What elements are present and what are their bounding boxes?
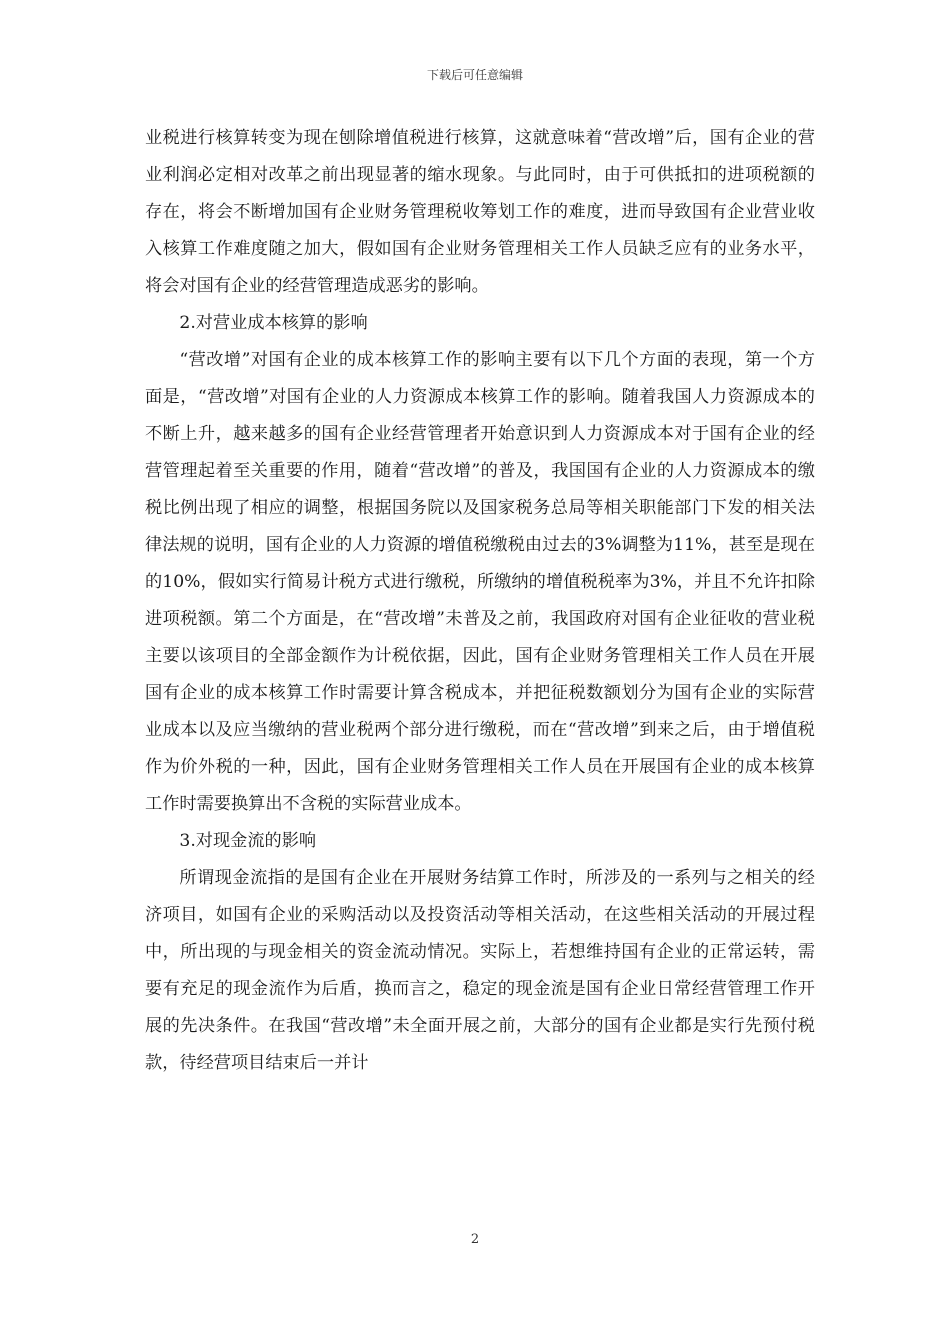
page-number: 2 [470,1232,480,1247]
paragraph-cost-accounting: “营改增”对国有企业的成本核算工作的影响主要有以下几个方面的表现，第一个方面是，“营改增”对国有企业的人力资源成本核算工作的影响。随着我国人力资源成本的不断上升，越来越多的国有企业经营管理者开始意识到人力资源成本对于国有企业的经营管理起着至关重要的作用，随着“营改增”的普及，我国国有企业的人力资源成本的缴税比例出现了相应的调整，根据国务院以及国家税务总局等相关职能部门下发的相关法律法规的说明，国有企业的人力资源的增值税缴税由过去的3%调整为11%，甚至是现在的10%，假如实行简易计税方式进行缴税，所缴纳的增值税税率为3%，并且不允许扣除进项税额。第二个方面是，在“营改增”未普及之前，我国政府对国有企业征收的营业税主要以该项目的全部金额作为计税依据，因此，国有企业财务管理相关工作人员在开展国有企业的成本核算工作时需要计算含税成本，并把征税数额划分为国有企业的实际营业成本以及应当缴纳的营业税两个部分进行缴税，而在“营改增”到来之后，由于增值税作为价外税的一种，因此，国有企业财务管理相关工作人员在开展国有企业的成本核算工作时需要换算出不含税的实际营业成本。 [145,350,815,814]
paragraph-revenue-impact: 业税进行核算转变为现在刨除增值税进行核算，这就意味着“营改增”后，国有企业的营业利润必定相对改革之前出现显著的缩水现象。与此同时，由于可供抵扣的进项税额的存在，将会不断增加国有企业财务管理税收筹划工作的难度，进而导致国有企业营业收入核算工作难度随之加大，假如国有企业财务管理相关工作人员缺乏应有的业务水平，将会对国有企业的经营管理造成恶劣的影响。 [145,128,815,296]
section-heading-cost-accounting: 2.对营业成本核算的影响 [179,313,368,333]
page-header: 下载后可任意编辑 [426,68,523,82]
paragraph-cash-flow: 所谓现金流指的是国有企业在开展财务结算工作时，所涉及的一系列与之相关的经济项目，如国有企业的采购活动以及投资活动等相关活动，在这些相关活动的开展过程中，所出现的与现金相关的资金流动情况。实际上，若想维持国有企业的正常运转，需要有充足的现金流作为后盾，换而言之，稳定的现金流是国有企业日常经营管理工作开展的先决条件。在我国“营改增”未全面开展之前，大部分的国有企业都是实行先预付税款，待经营项目结束后一并计 [145,868,815,1073]
section-heading-cash-flow: 3.对现金流的影响 [179,831,317,851]
document-body [145,120,815,1082]
